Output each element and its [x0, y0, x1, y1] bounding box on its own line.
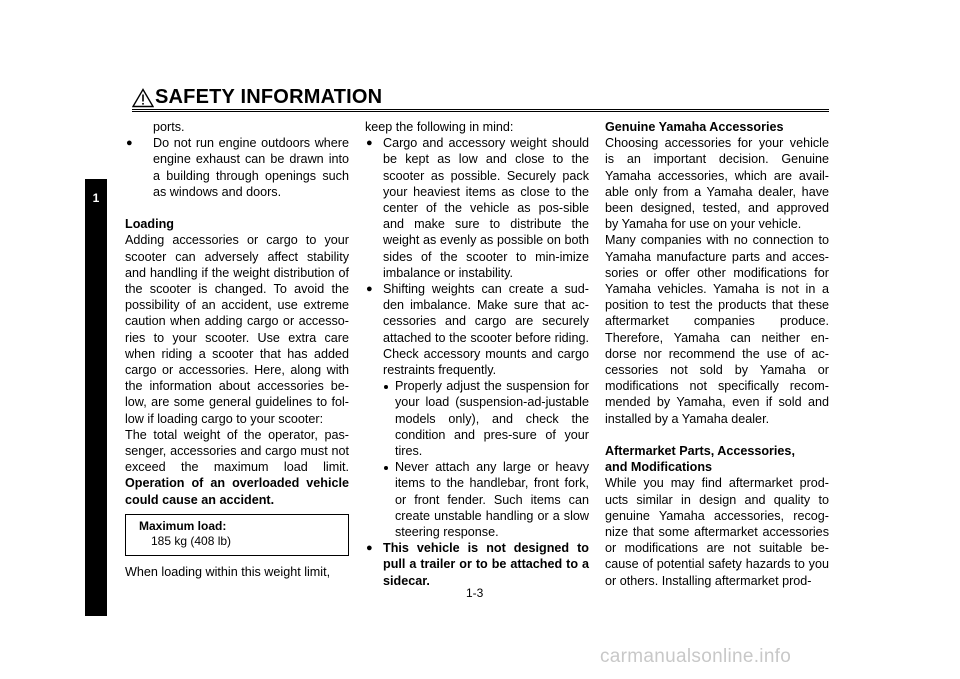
column-3: [605, 119, 829, 589]
chapter-number: 1: [92, 191, 100, 205]
header-rule-top: [132, 109, 829, 110]
bullet-trailer: ● This vehicle is not designed to pull a trailer or to be attached to a sidecar.: [365, 540, 589, 589]
genuine-accessories-paragraph: Choosing accessories for your vehicle is an important decision. Genuine Yamaha accessories, which are avail-able only from a Yamaha dealer, have been designed, tested, and approved by Yamaha for use on your vehicle.: [605, 136, 829, 232]
aftermarket-heading-line-2: and Modifications: [605, 460, 713, 475]
max-load-value: 185 kg (408 lb): [151, 533, 232, 548]
header-rule-bottom: [132, 111, 829, 112]
page-number: 1-3: [466, 586, 484, 600]
watermark: carmanualsonline.info: [600, 646, 792, 667]
bullet-exhaust: ● Do not run engine outdoors where engine exhaust can be drawn into a building through openings such as windows and doors.: [125, 135, 349, 200]
sub-bullet-suspension: Properly adjust the suspension for your load (suspension-ad-justable models only), and check the condition and pres-sure of your tires.: [365, 378, 589, 459]
section-title: SAFETY INFORMATION: [155, 86, 383, 108]
aftermarket-paragraph: While you may find aftermarket prod-ucts similar in design and quality to genuine Yamaha accessories, recog-nize that some aftermarket accessories or modifications are not suitable be-cause of potential safety hazards to you or others. Installing aftermarket prod-: [605, 476, 829, 588]
continued-text: ports.: [153, 120, 185, 134]
bullet-cargo-weight: ● Cargo and accessory weight should be kept as low and close to the scooter as possible. Securely pack your heaviest items as close to the center of the vehicle as pos-sible and make sure to distribute the weight as evenly as possible on both sides of the scooter to min-imize imbalance or instability.: [365, 135, 589, 281]
max-load-box: [125, 514, 349, 556]
chapter-tab: [85, 179, 107, 616]
bullet-shifting-weights: ● Shifting weights can create a sud-den imbalance. Make sure that ac-cessories and cargo are securely attached to the scooter before riding. Check accessory mounts and cargo restraints frequently.: [365, 281, 589, 378]
genuine-accessories-heading: Genuine Yamaha Accessories: [605, 120, 784, 134]
loading-paragraph-2: [125, 427, 349, 508]
other-companies-paragraph: Many companies with no connection to Yamaha manufacture parts and acces-sories or offer other modifications for Yamaha vehicles. Yamaha is not in a position to test the products that these aftermarket companies produce. Therefore, Yamaha can neither en-dorse nor recommend the use of ac-cessories not sold by Yamaha or modifications not specifically recom-mended by Yamaha, even if sold and installed by a Yamaha dealer.: [605, 233, 829, 426]
load-limit-text: The total weight of the operator, pas-senger, accessories and cargo must not exceed the maximum load limit.: [125, 427, 349, 475]
guidelines-intro: keep the following in mind:: [365, 120, 514, 134]
column-2: [365, 119, 589, 589]
overload-warning: Operation of an overloaded vehicle could cause an accident.: [125, 476, 349, 507]
warning-triangle-icon: [132, 88, 154, 108]
sub-bullet-handlebar: Never attach any large or heavy items to the handlebar, front fork, or front fender. Such items can create unstable handling or a slow steering response.: [365, 459, 589, 540]
max-load-label: Maximum load:: [139, 518, 227, 533]
column-1: [125, 119, 349, 580]
loading-paragraph-3: When loading within this weight limit,: [125, 564, 331, 579]
loading-paragraph-1: Adding accessories or cargo to your scooter can adversely affect stability and handling if the weight distribution of the scooter is changed. To avoid the possibility of an accident, use extreme caution when adding cargo or accesso-ries to your scooter. Use extra care when riding a scooter that has added cargo or accessories. Here, along with the information about accessories be-low, are some general guidelines to fol-low if loading cargo to your scooter:: [125, 233, 349, 426]
aftermarket-heading-line-1: Aftermarket Parts, Accessories,: [605, 444, 795, 459]
page-header: [132, 86, 382, 108]
loading-heading: Loading: [125, 217, 174, 232]
